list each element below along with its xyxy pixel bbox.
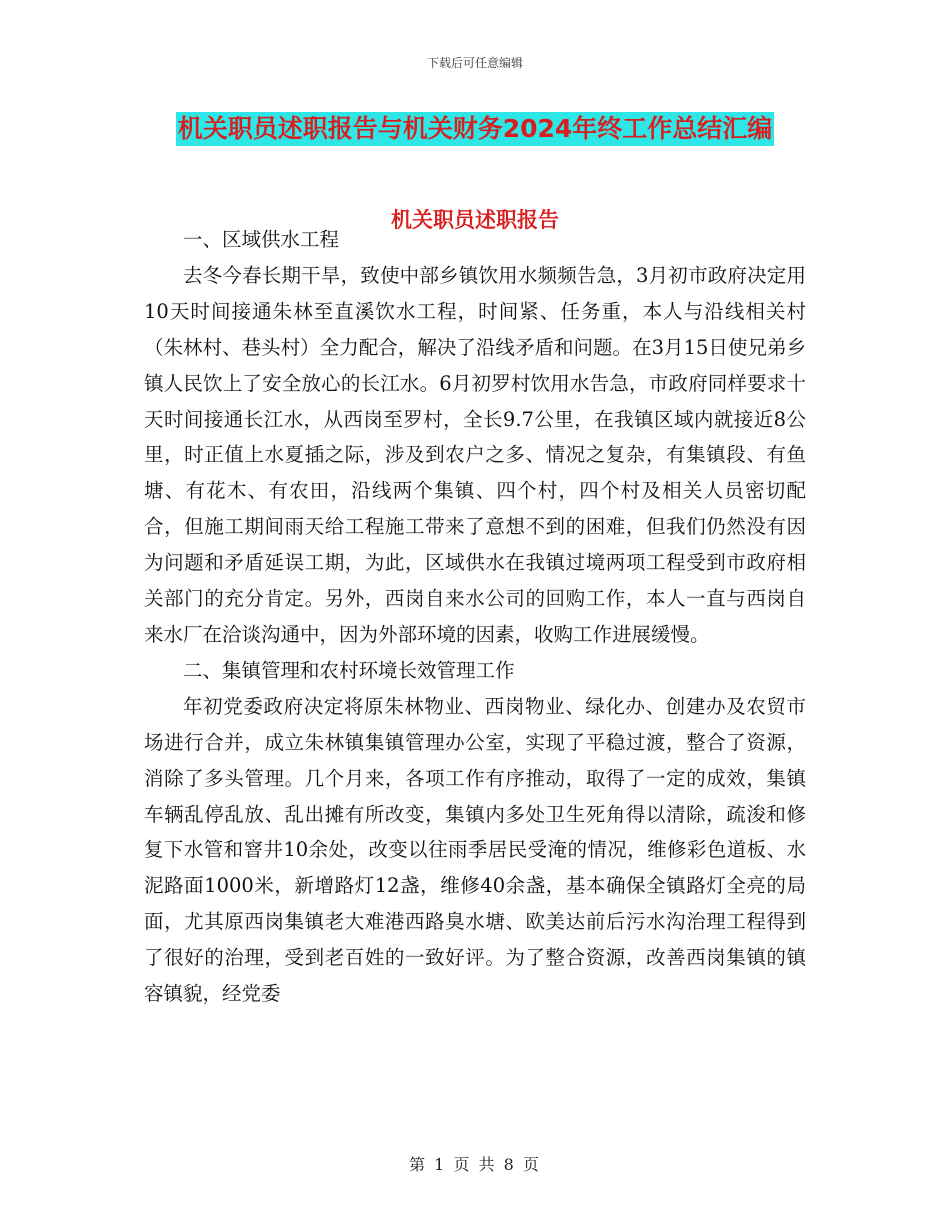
document-body: [144, 222, 806, 1012]
document-title: 机关职员述职报告与机关财务2024年终工作总结汇编: [176, 112, 775, 146]
page-number-footer: 第 1 页 共 8 页: [409, 1155, 541, 1174]
heading-town-management: 二、集镇管理和农村环境长效管理工作: [183, 658, 515, 682]
document-title-container: [0, 112, 950, 146]
page-header-note: 下载后可任意编辑: [426, 56, 523, 70]
heading-water-supply: 一、区域供水工程: [183, 228, 340, 251]
paragraph-town-management: 年初党委政府决定将原朱林物业、西岗物业、绿化办、创建办及农贸市场进行合并，成立朱林镇集镇管理办公室，实现了平稳过渡，整合了资源，消除了多头管理。几个月来，各项工作有序推动，取得了一定的成效，集镇车辆乱停乱放、乱出摊有所改变，集镇内多处卫生死角得以清除，疏浚和修复下水管和窨井10余处，改变以往雨季居民受淹的情况，维修彩色道板、水泥路面1000米，新增路灯12盏，维修40余盏，基本确保全镇路灯全亮的局面，尤其原西岗集镇老大难港西路臭水塘、欧美达前后污水沟治理工程得到了很好的治理，受到老百姓的一致好评。为了整合资源，改善西岗集镇的镇容镇貌，经党委: [144, 694, 806, 1006]
section-title: 机关职员述职报告: [391, 208, 559, 232]
paragraph-water-supply: 去冬今春长期干旱，致使中部乡镇饮用水频频告急，3月初市政府决定用10天时间接通朱林至直溪饮水工程，时间紧、任务重，本人与沿线相关村（朱林村、巷头村）全力配合，解决了沿线矛盾和问题。在3月15日使兄弟乡镇人民饮上了安全放心的长江水。6月初罗村饮用水告急，市政府同样要求十天时间接通长江水，从西岗至罗村，全长9.7公里，在我镇区域内就接近8公里，时正值上水夏插之际，涉及到农户之多、情况之复杂，有集镇段、有鱼塘、有花木、有农田，沿线两个集镇、四个村，四个村及相关人员密切配合，但施工期间雨天给工程施工带来了意想不到的困难，但我们仍然没有因为问题和矛盾延误工期，为此，区域供水在我镇过境两项工程受到市政府相关部门的充分肯定。另外，西岗自来水公司的回购工作，本人一直与西岗自来水厂在洽谈沟通中，因为外部环境的因素，收购工作进展缓慢。: [144, 263, 806, 646]
